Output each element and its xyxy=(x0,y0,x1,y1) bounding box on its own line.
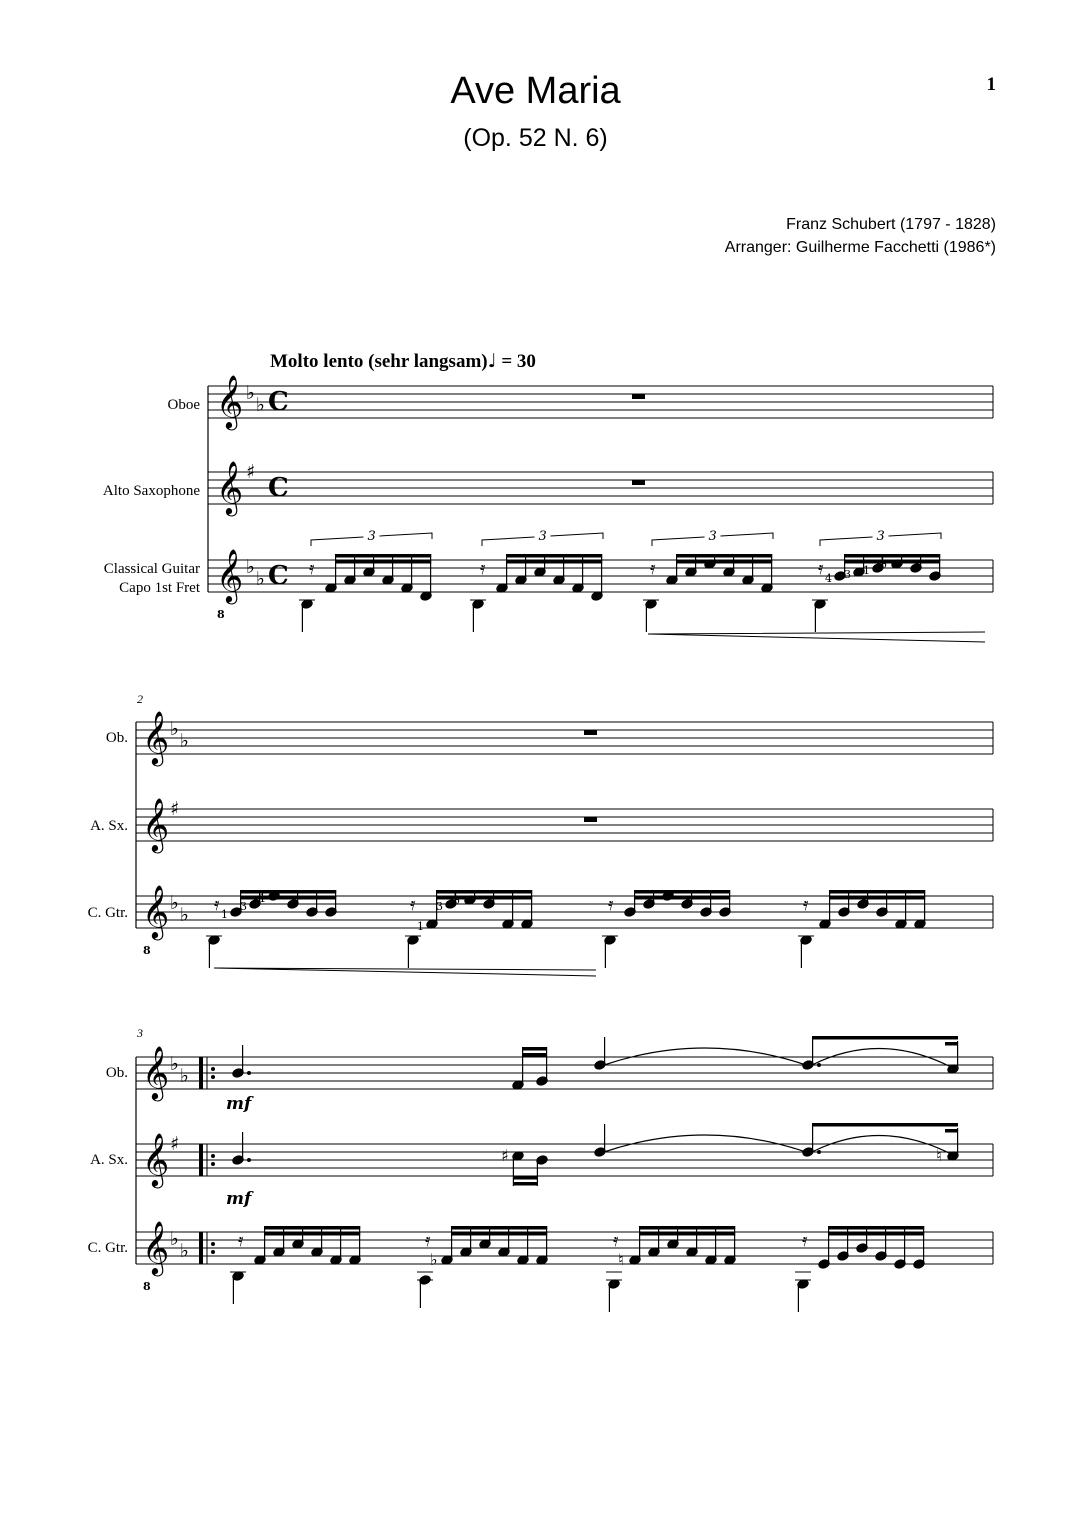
note-beam xyxy=(436,890,532,894)
note-beam xyxy=(451,1226,547,1230)
key-flat-icon: ♭ xyxy=(180,730,189,752)
key-flat-icon: ♭ xyxy=(180,1065,189,1087)
instrument-label-alto-saxophone: Alto Saxophone xyxy=(102,483,200,499)
key-flat-icon: ♭ xyxy=(170,1053,179,1075)
octave-treble-mark: 8 xyxy=(143,944,151,957)
flat-accidental-icon: ♭ xyxy=(880,554,888,573)
instrument-label-classical-guitar: Classical Guitar Capo 1st Fret xyxy=(103,561,200,596)
treble-clef-icon: 𝄞 xyxy=(142,797,170,851)
fingering-number: 1 xyxy=(863,564,870,577)
key-flat-icon: ♭ xyxy=(170,718,179,740)
dynamic-marking: mf xyxy=(226,1189,252,1209)
sixteenth-rest-icon: 𝄿 xyxy=(425,1230,431,1251)
fingering-number: 1 xyxy=(259,892,266,905)
flat-accidental-icon: ♭ xyxy=(430,1250,438,1269)
alto-sax-staff xyxy=(208,472,993,504)
fingering-number: 4 xyxy=(825,572,832,585)
note-beam xyxy=(451,1232,547,1236)
note-beam xyxy=(945,1129,958,1133)
note-beam xyxy=(812,1036,958,1040)
note-beam xyxy=(844,560,940,564)
oboe-staff xyxy=(136,722,993,754)
note-beam xyxy=(812,1123,958,1127)
treble-clef-icon: 𝄞 xyxy=(142,1045,170,1099)
tuplet-number: 3 xyxy=(538,529,547,544)
note-beam xyxy=(240,896,336,900)
key-sharp-icon: ♯ xyxy=(246,461,256,483)
tuplet-number: 3 xyxy=(708,529,717,544)
note-beam xyxy=(506,554,602,558)
treble-clef-icon: 𝄞 xyxy=(142,710,170,764)
key-flat-icon: ♭ xyxy=(246,556,255,578)
repeat-dot xyxy=(211,1075,215,1079)
sixteenth-rest-icon: 𝄿 xyxy=(309,558,315,579)
note-beam xyxy=(639,1232,735,1236)
piece-subtitle: (Op. 52 N. 6) xyxy=(463,124,608,152)
note-beam xyxy=(676,560,772,564)
fingering-number: 3 xyxy=(844,568,851,581)
sixteenth-rest-icon: 𝄿 xyxy=(410,894,416,915)
note-beam xyxy=(639,1226,735,1230)
repeat-thick-barline xyxy=(199,1232,203,1264)
repeat-thick-barline xyxy=(199,1057,203,1089)
natural-accidental-icon: ♮ xyxy=(618,1250,624,1269)
tuplet-number: 3 xyxy=(876,529,885,544)
sharp-accidental-icon: ♯ xyxy=(501,1146,509,1165)
instrument-label-alto-sax-short: A. Sx. xyxy=(90,1152,128,1168)
instrument-label-guitar-short: C. Gtr. xyxy=(87,905,128,921)
note-beam xyxy=(945,1042,958,1046)
note-beam xyxy=(634,896,730,900)
augmentation-dot xyxy=(817,1063,821,1067)
octave-treble-mark: 8 xyxy=(217,608,225,621)
key-flat-icon: ♭ xyxy=(256,568,265,590)
repeat-dot xyxy=(211,1162,215,1166)
treble-clef-icon: 𝄞 xyxy=(216,460,244,514)
note-beam xyxy=(828,1232,924,1236)
flat-accidental-icon: ♭ xyxy=(453,890,461,909)
sixteenth-rest-icon: 𝄿 xyxy=(238,1230,244,1251)
sixteenth-rest-icon: 𝄿 xyxy=(803,894,809,915)
instrument-label-oboe-short: Ob. xyxy=(105,1065,128,1081)
alto-sax-staff xyxy=(136,809,993,841)
treble-clef-icon: 𝄞 xyxy=(216,374,244,428)
repeat-dot xyxy=(211,1250,215,1254)
augmentation-dot xyxy=(247,1071,251,1075)
alto-sax-staff xyxy=(136,1144,993,1176)
note-beam xyxy=(240,890,336,894)
measure-number: 2 xyxy=(137,692,143,706)
note-beam xyxy=(522,1047,547,1051)
oboe-staff xyxy=(136,1057,993,1089)
note-beam xyxy=(335,560,431,564)
oboe-staff xyxy=(208,386,993,418)
note-beam xyxy=(436,896,532,900)
instrument-label-guitar-short: C. Gtr. xyxy=(87,1240,128,1256)
measure-number: 3 xyxy=(137,1026,143,1040)
treble-clef-icon: 𝄞 xyxy=(142,1132,170,1186)
key-sharp-icon: ♯ xyxy=(170,798,180,820)
quarter-note-icon: ♩ xyxy=(487,350,497,372)
note-beam xyxy=(335,554,431,558)
tempo-text: Molto lento (sehr langsam) xyxy=(270,351,488,372)
note-beam xyxy=(506,560,602,564)
sixteenth-rest-icon: 𝄿 xyxy=(650,558,656,579)
key-flat-icon: ♭ xyxy=(170,892,179,914)
sixteenth-rest-icon: 𝄿 xyxy=(613,1230,619,1251)
fingering-number: 1 xyxy=(221,908,228,921)
sixteenth-rest-icon: 𝄿 xyxy=(818,558,824,579)
key-flat-icon: ♭ xyxy=(256,394,265,416)
note-beam xyxy=(634,890,730,894)
note-beam xyxy=(264,1226,360,1230)
page-number: 1 xyxy=(986,74,996,95)
sixteenth-rest-icon: 𝄿 xyxy=(608,894,614,915)
note-beam xyxy=(844,554,940,558)
repeat-dot xyxy=(211,1067,215,1071)
key-flat-icon: ♭ xyxy=(180,904,189,926)
instrument-label-alto-sax-short: A. Sx. xyxy=(90,818,128,834)
sixteenth-rest-icon: 𝄿 xyxy=(214,894,220,915)
key-flat-icon: ♭ xyxy=(180,1240,189,1262)
treble-clef-icon: 𝄞 xyxy=(216,548,244,602)
octave-treble-mark: 8 xyxy=(143,1280,151,1293)
dynamic-marking: mf xyxy=(226,1094,252,1114)
instrument-label-oboe: Oboe xyxy=(167,397,200,413)
composer-credit: Franz Schubert (1797 - 1828) xyxy=(786,216,996,233)
key-flat-icon: ♭ xyxy=(170,1228,179,1250)
repeat-dot xyxy=(211,1154,215,1158)
sixteenth-rest-icon: 𝄿 xyxy=(802,1230,808,1251)
augmentation-dot xyxy=(247,1158,251,1162)
arranger-credit: Arranger: Guilherme Facchetti (1986*) xyxy=(724,239,996,256)
decrescendo-hairpin xyxy=(214,968,596,976)
note-beam xyxy=(522,1053,547,1057)
repeat-dot xyxy=(211,1242,215,1246)
treble-clef-icon: 𝄞 xyxy=(142,884,170,938)
whole-rest-icon xyxy=(584,817,597,822)
key-sharp-icon: ♯ xyxy=(170,1133,180,1155)
note-beam xyxy=(829,890,925,894)
tie-slur xyxy=(812,1048,951,1067)
time-signature: C xyxy=(268,561,289,591)
fingering-number: 3 xyxy=(240,900,247,913)
key-flat-icon: ♭ xyxy=(246,382,255,404)
time-signature: C xyxy=(268,473,289,503)
note-beam xyxy=(513,1182,538,1186)
tie-slur xyxy=(812,1135,951,1154)
note-beam xyxy=(828,1226,924,1230)
whole-rest-icon xyxy=(632,480,645,485)
whole-rest-icon xyxy=(632,394,645,399)
instrument-label-oboe-short: Ob. xyxy=(105,730,128,746)
note-beam xyxy=(264,1232,360,1236)
augmentation-dot xyxy=(817,1150,821,1154)
sixteenth-rest-icon: 𝄿 xyxy=(480,558,486,579)
repeat-thick-barline xyxy=(199,1144,203,1176)
piece-title: Ave Maria xyxy=(450,70,621,112)
time-signature: C xyxy=(268,387,289,417)
note-beam xyxy=(829,896,925,900)
natural-accidental-icon: ♮ xyxy=(936,1146,942,1165)
crescendo-hairpin xyxy=(648,632,985,642)
tuplet-number: 3 xyxy=(367,529,376,544)
note-beam xyxy=(513,1176,538,1180)
whole-rest-icon xyxy=(584,730,597,735)
tempo-value: = 30 xyxy=(501,351,536,372)
treble-clef-icon: 𝄞 xyxy=(142,1220,170,1274)
fingering-number: 3 xyxy=(436,900,443,913)
fingering-number: 1 xyxy=(417,920,424,933)
note-beam xyxy=(676,554,772,558)
